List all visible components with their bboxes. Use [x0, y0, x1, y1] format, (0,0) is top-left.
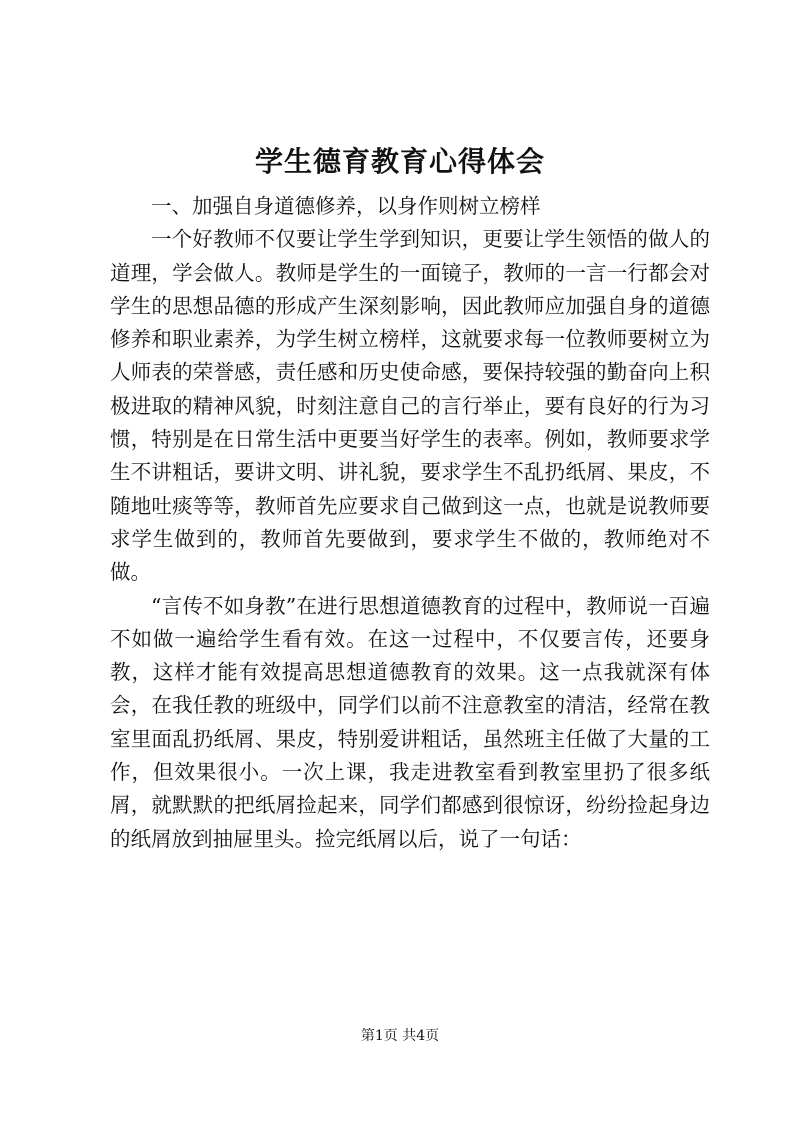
document-title: 学生德育教育心得体会 [254, 145, 545, 178]
paragraph-2: “言传不如身教”在进行思想道德教育的过程中，教师说一百遍不如做一遍给学生看有效。在这一过程中，不仅要言传，还要身教，这样才能有效提高思想道德教育的效果。这一点我就深有体会，在我任教的班级中，同学们以前不注意教室的清洁，经常在教室里面乱扔纸屑、果皮，特别爱讲粗话，虽然班主任做了大量的工作，但效果很小。一次上课，我走进教室看到教室里扔了很多纸屑，就默默的把纸屑捡起来，同学们都感到很惊讶，纷纷捡起身边的纸屑放到抽屉里头。捡完纸屑以后，说了一句话： [110, 593, 710, 851]
document-body [110, 190, 710, 856]
section-heading: 一、加强自身道德修养，以身作则树立榜样 [151, 194, 541, 218]
page-footer: 第1页 共4页 [360, 1028, 440, 1044]
paragraph-1: 一个好教师不仅要让学生学到知识，更要让学生领悟的做人的道理，学会做人。教师是学生的一面镜子，教师的一言一行都会对学生的思想品德的形成产生深刻影响，因此教师应加强自身的道德修养和职业素养，为学生树立榜样，这就要求每一位教师要树立为人师表的荣誉感，责任感和历史使命感，要保持较强的勤奋向上积极进取的精神风貌，时刻注意自己的言行举止，要有良好的行为习惯，特别是在日常生活中更要当好学生的表率。例如，教师要求学生不讲粗话，要讲文明、讲礼貌，要求学生不乱扔纸屑、果皮，不随地吐痰等等，教师首先应要求自己做到这一点，也就是说教师要求学生做到的，教师首先要做到，要求学生不做的，教师绝对不做。 [110, 227, 710, 585]
